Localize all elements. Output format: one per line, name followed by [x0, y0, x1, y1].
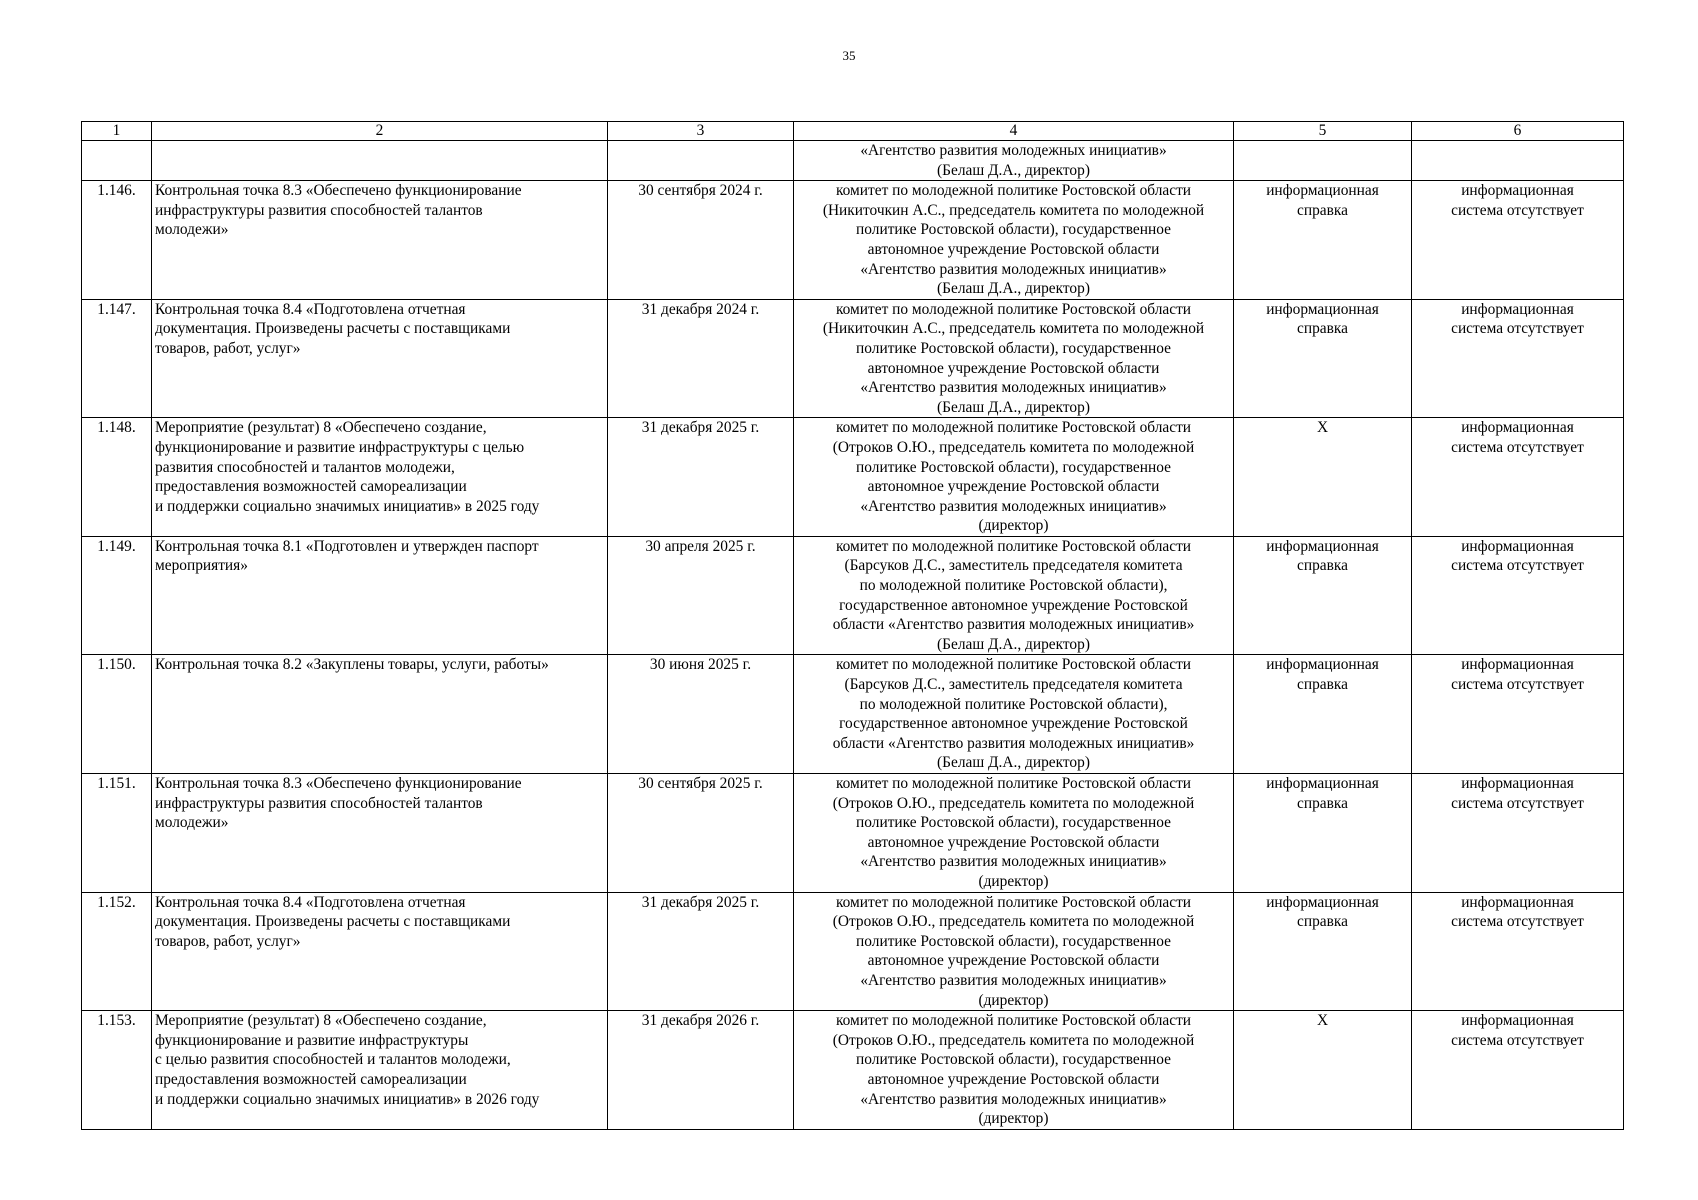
text-line: мероприятия»	[155, 557, 248, 575]
text-line: области «Агентство развития молодежных инициатив»	[832, 734, 1195, 752]
text-line: Контрольная точка 8.4 «Подготовлена отчетная	[155, 893, 466, 911]
row-number-cell: 1.148.	[82, 418, 152, 537]
text-line: (Отроков О.Ю., председатель комитета по молодежной	[832, 794, 1195, 812]
event-name-cell	[152, 418, 608, 537]
text-line: справка	[1297, 201, 1348, 219]
text-line: государственное автономное учреждение Ростовской	[839, 596, 1188, 614]
text-line: «Агентство развития молодежных инициатив»	[860, 497, 1167, 515]
text-line: «Агентство развития молодежных инициатив»	[860, 1090, 1167, 1108]
info-system-cell	[1412, 536, 1624, 655]
text-line: система отсутствует	[1451, 794, 1584, 812]
table-row	[82, 1011, 1624, 1130]
text-line: система отсутствует	[1451, 201, 1584, 219]
info-system-cell	[1412, 892, 1624, 1011]
text-line: молодежи»	[155, 814, 229, 832]
text-line: инфраструктуры развития способностей талантов	[155, 201, 483, 219]
text-line: (Белаш Д.А., директор)	[937, 398, 1090, 416]
text-line: документация. Произведены расчеты с поставщиками	[155, 320, 511, 338]
table-row	[82, 536, 1624, 655]
text-line: предоставления возможностей самореализации	[155, 478, 467, 496]
text-line: (Отроков О.Ю., председатель комитета по молодежной	[832, 913, 1195, 931]
row-number-cell: 1.146.	[82, 181, 152, 300]
continuation-row	[82, 141, 1624, 181]
text-line: автономное учреждение Ростовской области	[867, 1070, 1160, 1088]
text-line: товаров, работ, услуг»	[155, 932, 301, 950]
text-line: по молодежной политике Ростовской области),	[859, 577, 1168, 595]
text-line: развития способностей и талантов молодежи,	[155, 458, 455, 476]
text-line: информационная	[1461, 300, 1574, 318]
text-line: автономное учреждение Ростовской области	[867, 478, 1160, 496]
text-line: (Барсуков Д.С., заместитель председателя комитета	[844, 557, 1183, 575]
event-name-cell	[152, 655, 608, 774]
responsible-cell	[794, 536, 1234, 655]
text-line: с целью развития способностей и талантов молодежи,	[155, 1051, 511, 1069]
table-row	[82, 299, 1624, 418]
responsible-cell	[794, 655, 1234, 774]
deadline-cell: 31 декабря 2025 г.	[608, 892, 794, 1011]
text-line: функционирование и развитие инфраструктуры с целью	[155, 438, 525, 456]
document-type-cell	[1234, 655, 1412, 774]
row-number-cell: 1.152.	[82, 892, 152, 1011]
deadline-cell: 30 сентября 2024 г.	[608, 181, 794, 300]
text-line: Мероприятие (результат) 8 «Обеспечено создание,	[155, 419, 487, 437]
deadline-cell: 31 декабря 2025 г.	[608, 418, 794, 537]
text-line: Х	[1316, 419, 1329, 437]
text-line: система отсутствует	[1451, 1031, 1584, 1049]
text-line: по молодежной политике Ростовской области),	[859, 695, 1168, 713]
document-type-cell	[1234, 892, 1412, 1011]
row-number-cell: 1.153.	[82, 1011, 152, 1130]
text-line: справка	[1297, 320, 1348, 338]
text-line: (Белаш Д.А., директор)	[937, 754, 1090, 772]
responsible-cell	[794, 892, 1234, 1011]
text-line: (Белаш Д.А., директор)	[937, 280, 1090, 298]
text-line: система отсутствует	[1451, 676, 1584, 694]
event-name-cell	[152, 1011, 608, 1130]
table-row	[82, 655, 1624, 774]
table-row	[82, 181, 1624, 300]
deadline-cell: 30 апреля 2025 г.	[608, 536, 794, 655]
event-name-cell	[152, 774, 608, 893]
text-line: функционирование и развитие инфраструктуры	[155, 1031, 469, 1049]
text-line: информационная	[1461, 656, 1574, 674]
event-name-cell	[152, 536, 608, 655]
text-line: товаров, работ, услуг»	[155, 339, 301, 357]
text-line: информационная	[1461, 1012, 1574, 1030]
text-line: (директор)	[978, 872, 1049, 890]
text-line: комитет по молодежной политике Ростовской области	[835, 182, 1192, 200]
responsible-cell	[794, 299, 1234, 418]
text-line: комитет по молодежной политике Ростовской области	[835, 1012, 1192, 1030]
text-line: (Белаш Д.А., директор)	[937, 635, 1090, 653]
deadline-cell: 30 июня 2025 г.	[608, 655, 794, 774]
text-line: система отсутствует	[1451, 913, 1584, 931]
text-line: Контрольная точка 8.3 «Обеспечено функционирование	[155, 775, 522, 792]
header-col-1: 1	[82, 122, 152, 141]
text-line: государственное автономное учреждение Ростовской	[839, 715, 1188, 733]
plan-table	[81, 121, 1624, 1130]
text-line: Контрольная точка 8.1 «Подготовлен и утвержден паспорт	[155, 537, 539, 555]
text-line: «Агентство развития молодежных инициатив»	[860, 853, 1167, 871]
info-system-cell	[1412, 181, 1624, 300]
row-number-cell: 1.149.	[82, 536, 152, 655]
text-line: и поддержки социально значимых инициатив» в 2025 году	[155, 497, 540, 515]
text-line: области «Агентство развития молодежных инициатив»	[832, 616, 1195, 634]
text-line: (Отроков О.Ю., председатель комитета по молодежной	[832, 1031, 1195, 1049]
text-line: комитет по молодежной политике Ростовской области	[835, 419, 1192, 437]
info-system-cell	[1412, 774, 1624, 893]
header-col-6: 6	[1412, 122, 1624, 141]
text-line: инфраструктуры развития способностей талантов	[155, 794, 483, 812]
text-line: Мероприятие (результат) 8 «Обеспечено создание,	[155, 1012, 487, 1030]
table-row	[82, 418, 1624, 537]
text-line: информационная	[1266, 182, 1379, 200]
document-type-cell	[1234, 536, 1412, 655]
continuation-cell-6	[1412, 141, 1624, 181]
deadline-cell: 31 декабря 2026 г.	[608, 1011, 794, 1130]
text-line: информационная	[1461, 182, 1574, 200]
text-line: политике Ростовской области), государственное	[856, 339, 1171, 357]
text-line: (директор)	[978, 991, 1049, 1009]
text-line: политике Ростовской области), государственное	[856, 458, 1171, 476]
event-name-cell	[152, 181, 608, 300]
responsible-cell	[794, 418, 1234, 537]
header-col-4: 4	[794, 122, 1234, 141]
text-line: система отсутствует	[1451, 438, 1584, 456]
text-line: автономное учреждение Ростовской области	[867, 833, 1160, 851]
text-line: документация. Произведены расчеты с поставщиками	[155, 913, 511, 931]
row-number-cell: 1.147.	[82, 299, 152, 418]
table-row	[82, 774, 1624, 893]
text-line: политике Ростовской области), государственное	[856, 221, 1171, 239]
text-line: информационная	[1266, 893, 1379, 911]
text-line: комитет по молодежной политике Ростовской области	[835, 775, 1192, 792]
text-line: комитет по молодежной политике Ростовской области	[835, 893, 1192, 911]
document-type-cell	[1234, 299, 1412, 418]
page-number: 35	[842, 48, 856, 63]
text-line: информационная	[1461, 775, 1574, 792]
document-type-cell	[1234, 1011, 1412, 1130]
text-line: система отсутствует	[1451, 320, 1584, 338]
text-line: (директор)	[978, 1110, 1049, 1128]
event-name-cell	[152, 892, 608, 1011]
text-line: (Отроков О.Ю., председатель комитета по молодежной	[832, 438, 1195, 456]
row-number-cell: 1.151.	[82, 774, 152, 893]
text-line: Контрольная точка 8.4 «Подготовлена отчетная	[155, 300, 466, 318]
document-type-cell	[1234, 181, 1412, 300]
document-type-cell	[1234, 774, 1412, 893]
text-line: «Агентство развития молодежных инициатив»	[860, 142, 1167, 159]
info-system-cell	[1412, 299, 1624, 418]
info-system-cell	[1412, 655, 1624, 774]
text-line: автономное учреждение Ростовской области	[867, 359, 1160, 377]
header-row	[82, 122, 1624, 141]
text-line: молодежи»	[155, 221, 229, 239]
text-line: комитет по молодежной политике Ростовской области	[835, 537, 1192, 555]
text-line: информационная	[1266, 537, 1379, 555]
text-line: система отсутствует	[1451, 557, 1584, 575]
text-line: автономное учреждение Ростовской области	[867, 240, 1160, 258]
row-number-cell: 1.150.	[82, 655, 152, 774]
continuation-cell-3	[608, 141, 794, 181]
text-line: политике Ростовской области), государственное	[856, 814, 1171, 832]
text-line: справка	[1297, 913, 1348, 931]
text-line: информационная	[1266, 300, 1379, 318]
text-line: информационная	[1461, 419, 1574, 437]
text-line: информационная	[1266, 775, 1379, 792]
text-line: «Агентство развития молодежных инициатив»	[860, 379, 1167, 397]
header-col-3: 3	[608, 122, 794, 141]
info-system-cell	[1412, 1011, 1624, 1130]
text-line: политике Ростовской области), государственное	[856, 1051, 1171, 1069]
text-line: комитет по молодежной политике Ростовской области	[835, 656, 1192, 674]
text-line: Контрольная точка 8.3 «Обеспечено функционирование	[155, 182, 522, 200]
text-line: Х	[1316, 1012, 1329, 1030]
text-line: «Агентство развития молодежных инициатив»	[860, 971, 1167, 989]
text-line: предоставления возможностей самореализации	[155, 1070, 467, 1088]
text-line: (Никиточкин А.С., председатель комитета по молодежной	[822, 201, 1205, 219]
text-line: комитет по молодежной политике Ростовской области	[835, 300, 1192, 318]
text-line: справка	[1297, 676, 1348, 694]
text-line: автономное учреждение Ростовской области	[867, 952, 1160, 970]
header-col-5: 5	[1234, 122, 1412, 141]
text-line: (Барсуков Д.С., заместитель председателя комитета	[844, 676, 1183, 694]
text-line: и поддержки социально значимых инициатив» в 2026 году	[155, 1090, 540, 1108]
continuation-responsible	[794, 141, 1234, 181]
text-line: справка	[1297, 794, 1348, 812]
event-name-cell	[152, 299, 608, 418]
text-line: информационная	[1266, 656, 1379, 674]
table-row	[82, 892, 1624, 1011]
info-system-cell	[1412, 418, 1624, 537]
continuation-cell-2	[152, 141, 608, 181]
continuation-cell-5	[1234, 141, 1412, 181]
text-line: справка	[1297, 557, 1348, 575]
text-line: Контрольная точка 8.2 «Закуплены товары, услуги, работы»	[155, 656, 549, 674]
text-line: (Белаш Д.А., директор)	[937, 161, 1090, 179]
responsible-cell	[794, 1011, 1234, 1130]
text-line: информационная	[1461, 893, 1574, 911]
text-line: политике Ростовской области), государственное	[856, 932, 1171, 950]
text-line: (директор)	[978, 517, 1049, 535]
text-line: (Никиточкин А.С., председатель комитета по молодежной	[822, 320, 1205, 338]
deadline-cell: 30 сентября 2025 г.	[608, 774, 794, 893]
document-type-cell	[1234, 418, 1412, 537]
header-col-2: 2	[152, 122, 608, 141]
continuation-cell-1	[82, 141, 152, 181]
responsible-cell	[794, 774, 1234, 893]
text-line: «Агентство развития молодежных инициатив»	[860, 260, 1167, 278]
responsible-cell	[794, 181, 1234, 300]
deadline-cell: 31 декабря 2024 г.	[608, 299, 794, 418]
text-line: информационная	[1461, 537, 1574, 555]
